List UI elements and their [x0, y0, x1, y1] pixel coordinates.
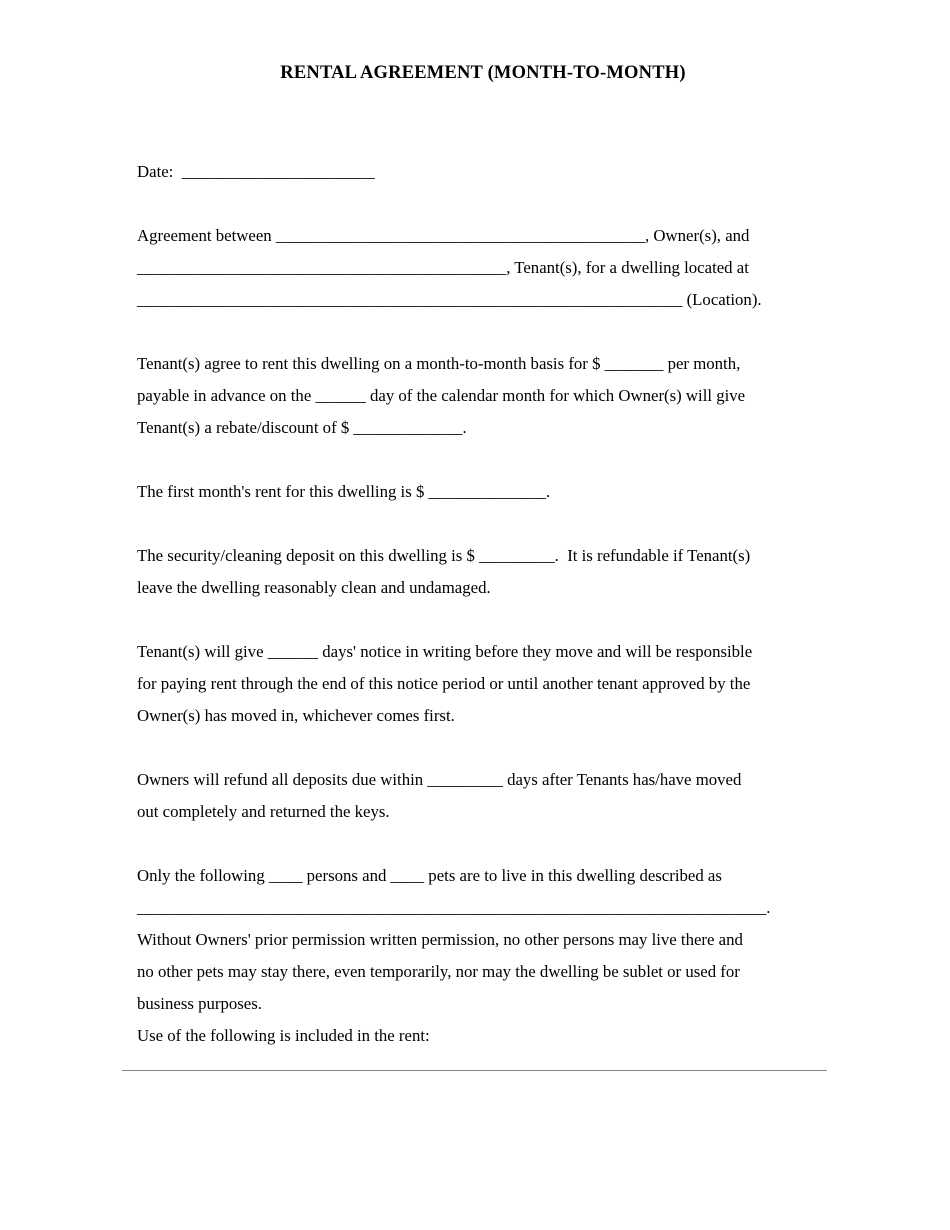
text-line: Owners will refund all deposits due within _________ days after Tenants has/have moved	[137, 770, 742, 789]
text-line: The security/cleaning deposit on this dwelling is $ _________. It is refundable if Tenant(s)	[137, 546, 751, 565]
text-line: leave the dwelling reasonably clean and undamaged.	[137, 578, 491, 597]
text-line: Without Owners' prior permission written permission, no other persons may live there and	[137, 930, 743, 949]
text-line: no other pets may stay there, even temporarily, nor may the dwelling be sublet or used for	[137, 962, 740, 981]
text-line: The first month's rent for this dwelling is $ ______________.	[137, 482, 551, 501]
text-line: Use of the following is included in the rent:	[137, 1026, 430, 1045]
document-content	[122, 0, 829, 1080]
text-line: out completely and returned the keys.	[137, 802, 390, 821]
text-line: for paying rent through the end of this notice period or until another tenant approved by the	[137, 674, 751, 693]
paragraph-deposit-refund	[137, 764, 829, 828]
text-line: ___________________________________________________________________________.	[137, 898, 771, 917]
date-line: Date: _______________________	[137, 162, 375, 181]
text-line: payable in advance on the ______ day of the calendar month for which Owner(s) will give	[137, 386, 746, 405]
text-line: ____________________________________________, Tenant(s), for a dwelling located at	[137, 258, 749, 277]
text-line: Tenant(s) agree to rent this dwelling on a month-to-month basis for $ _______ per month,	[137, 354, 741, 373]
text-line: Tenant(s) will give ______ days' notice in writing before they move and will be responsible	[137, 642, 753, 661]
text-line: Tenant(s) a rebate/discount of $ _____________.	[137, 418, 467, 437]
text-line: Agreement between ____________________________________________, Owner(s), and	[137, 226, 750, 245]
rent-included-fill-line: ____________________________________________________________________________________	[122, 1054, 827, 1073]
text-line: Owner(s) has moved in, whichever comes first.	[137, 706, 455, 725]
paragraph-security-deposit	[137, 540, 829, 604]
text-line: business purposes.	[137, 994, 262, 1013]
paragraph-permissions	[137, 924, 829, 1052]
paragraph-rent-terms	[137, 348, 829, 444]
paragraph-date	[137, 156, 829, 188]
document-title: RENTAL AGREEMENT (MONTH-TO-MONTH)	[280, 63, 686, 83]
paragraph-occupants	[137, 860, 829, 924]
paragraph-first-month-rent	[137, 476, 829, 508]
paragraph-move-out-notice	[137, 636, 829, 732]
text-line: Only the following ____ persons and ____ pets are to live in this dwelling described as	[137, 866, 722, 885]
text-line: _________________________________________________________________ (Location).	[137, 290, 762, 309]
paragraph-parties	[137, 220, 829, 316]
